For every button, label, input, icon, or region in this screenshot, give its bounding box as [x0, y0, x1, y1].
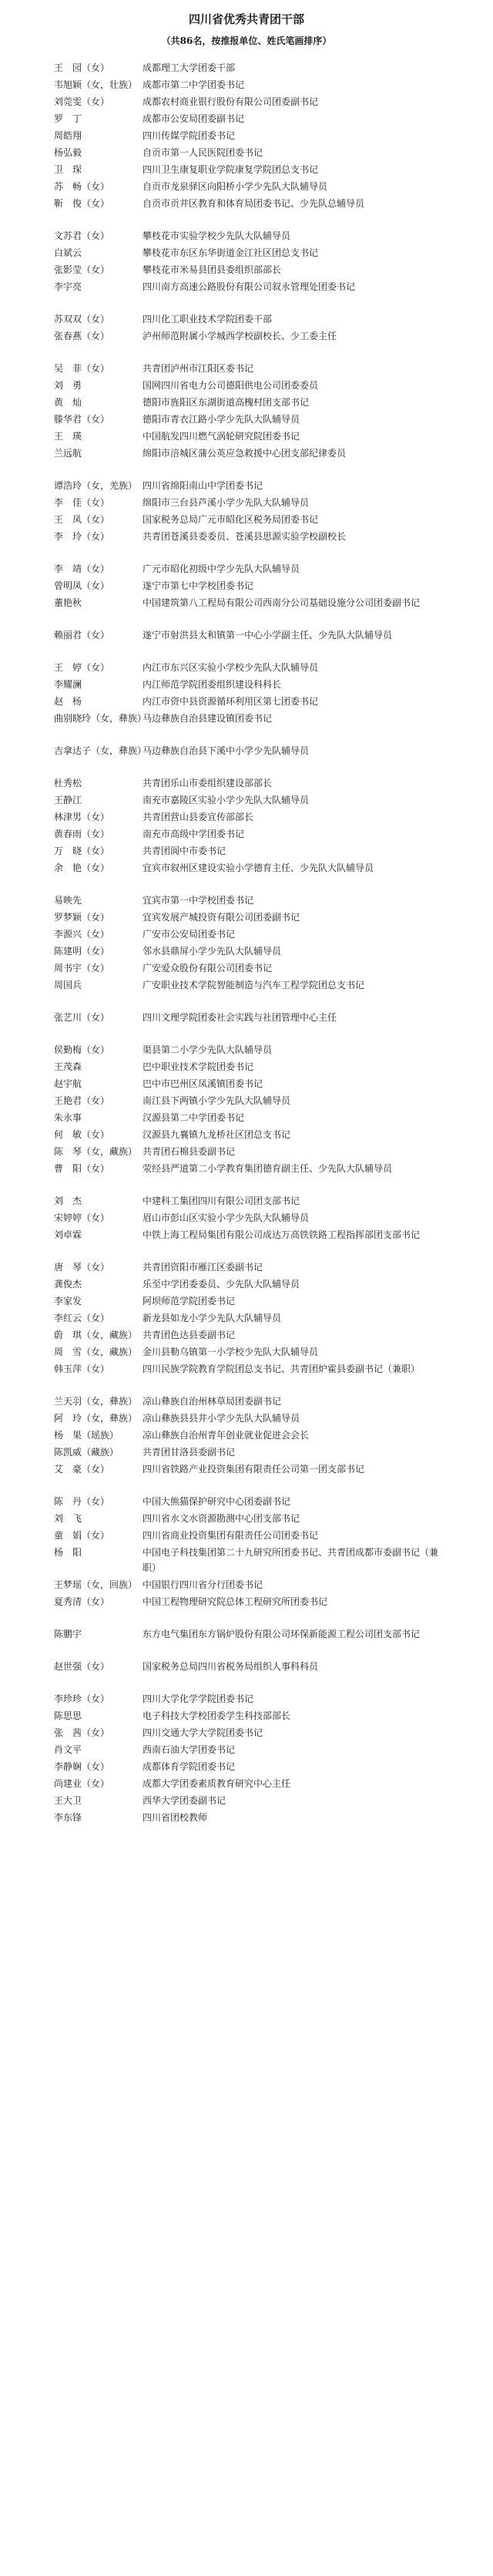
honoree-position: 四川省水文水资源勘测中心团支部书记	[143, 1513, 300, 1524]
honoree-position: 绵阳市三台县芦溪小学少先队大队辅导员	[143, 497, 310, 508]
list-item	[0, 128, 493, 145]
list-item	[0, 279, 493, 311]
honoree-position: 德阳市旌阳区东湖街道高槐村团支部书记	[143, 397, 310, 408]
honoree-name: 文苏君（女）	[54, 230, 110, 241]
list-item	[0, 1444, 493, 1461]
list-item	[0, 860, 493, 893]
list-item	[0, 1759, 493, 1776]
list-item	[0, 595, 493, 627]
list-item	[0, 495, 493, 512]
honoree-name: 苏双双（女）	[54, 314, 110, 325]
honoree-position: 广安市公安局团委书记	[143, 929, 236, 940]
honoree-name: 万 晓（女）	[54, 846, 110, 856]
list-item	[0, 361, 493, 378]
honoree-name: 曲别晓玲（女，彝族）	[54, 713, 147, 724]
list-item	[0, 262, 493, 279]
list-item	[0, 1742, 493, 1759]
honoree-name: 易映先	[54, 895, 82, 906]
honoree-name: 陈 丹（女）	[54, 1496, 110, 1507]
list-item	[0, 1528, 493, 1545]
honoree-name: 韦旭颖（女，壮族）	[54, 79, 138, 90]
honoree-name: 王 园（女）	[54, 62, 110, 73]
honoree-name: 蔚 琪（女，藏族）	[54, 1330, 138, 1340]
honoree-name: 罗 丁	[54, 113, 82, 124]
honoree-position: 共青团石棉县委副书记	[143, 1146, 236, 1157]
honoree-name: 阿 玲（女，彝族）	[54, 1413, 138, 1424]
honoree-position: 广安爱众股份有限公司团委书记	[143, 963, 273, 974]
honoree-name: 王静江	[54, 795, 82, 805]
honoree-position: 马边彝族自治县下溪中小学少先队辅导员	[143, 745, 310, 756]
list-item	[0, 1708, 493, 1725]
honoree-position: 马边彝族自治县建设镇团委书记	[143, 713, 273, 724]
honoree-position: 自贡市贡井区教育和体育局团委书记、少先队总辅导员	[143, 198, 365, 209]
honoree-name: 赵 杨	[54, 696, 82, 707]
honoree-position: 德阳市青衣江路小学少先队大队辅导员	[143, 414, 300, 425]
honoree-name: 王艳君（女）	[54, 1095, 110, 1106]
honoree-position: 成都市公安局团委副书记	[143, 113, 245, 124]
list-item	[0, 1327, 493, 1344]
honoree-name: 陈建明（女）	[54, 946, 110, 957]
list-item	[0, 77, 493, 94]
honoree-name: 陈鹏宇	[54, 1629, 82, 1639]
honoree-name: 王 瑛	[54, 431, 82, 442]
honoree-name: 白斌云	[54, 247, 82, 258]
honoree-position: 四川交通大学大学院团委书记	[143, 1727, 263, 1738]
honoree-name: 王 凤（女）	[54, 514, 110, 525]
list-item	[0, 1259, 493, 1276]
list-item	[0, 1161, 493, 1193]
honoree-name: 兰天羽（女，彝族）	[54, 1396, 138, 1407]
list-item	[0, 977, 493, 1010]
honoree-name: 吉拿达子（女，彝族）	[54, 745, 147, 756]
honoree-position: 中国航发四川燃气涡轮研究院团委书记	[143, 431, 300, 442]
list-item	[0, 1577, 493, 1594]
honoree-position: 遂宁市射洪县太和镇第一中心小学副主任、少先队大队辅导员	[143, 630, 393, 641]
honoree-name: 张影莹（女）	[54, 264, 110, 275]
honoree-name: 龚俊杰	[54, 1279, 82, 1290]
list-item	[0, 311, 493, 328]
honoree-name: 李红云（女）	[54, 1313, 110, 1323]
list-item	[0, 1110, 493, 1127]
honoree-position: 中国建筑第八工程局有限公司西南分公司基础设施分公司团委副书记	[143, 597, 421, 608]
list-item	[0, 1127, 493, 1144]
honoree-position: 金川县勒乌镇第一小学校少先队大队辅导员	[143, 1347, 319, 1357]
honoree-name: 李珍珍（女）	[54, 1693, 110, 1704]
list-item	[0, 179, 493, 196]
list-item	[0, 145, 493, 162]
honoree-position: 中国银行四川省分行团委书记	[143, 1579, 263, 1590]
honoree-position: 成都大学团委素质教育研究中心主任	[143, 1778, 291, 1789]
honoree-name: 黄 灿	[54, 397, 82, 408]
honoree-position: 凉山彝族自治州青年创业就业促进会会长	[143, 1430, 310, 1441]
list-item	[0, 792, 493, 809]
honoree-position: 自贡市龙泉驿区向阳桥小学少先队大队辅导员	[143, 181, 328, 192]
honoree-name: 周 雪（女，藏族）	[54, 1347, 138, 1357]
honoree-name: 尚建业（女）	[54, 1778, 110, 1789]
list-item	[0, 1293, 493, 1310]
honoree-name: 林津男（女）	[54, 812, 110, 822]
honoree-name: 罗梦颖（女）	[54, 912, 110, 923]
honoree-position: 四川省铁路产业投资集团有限责任公司第一团支部书记	[143, 1464, 365, 1475]
honoree-position: 四川传媒学院团委书记	[143, 130, 236, 141]
honoree-name: 李家发	[54, 1296, 82, 1306]
honoree-name: 李东锋	[54, 1812, 82, 1823]
honoree-name: 童 娟（女）	[54, 1530, 110, 1541]
list-item	[0, 1594, 493, 1626]
page-title: 四川省优秀共青团干部	[188, 12, 304, 26]
list-item	[0, 1227, 493, 1259]
honoree-name: 李 佳（女）	[54, 497, 110, 508]
honoree-position: 共青团资阳市雁江区委副书记	[143, 1262, 263, 1273]
list-item	[0, 162, 493, 179]
honoree-position: 国网四川省电力公司德阳供电公司团委委员	[143, 380, 319, 391]
honoree-position: 共青团乐山市委组织建设部部长	[143, 778, 273, 789]
honoree-position: 攀枝花市实验学校少先队大队辅导员	[143, 230, 291, 241]
honoree-name: 李 玲（女）	[54, 531, 110, 542]
honoree-name: 周书宇（女）	[54, 963, 110, 974]
list-item	[0, 1776, 493, 1793]
list-item	[0, 743, 493, 775]
list-item	[0, 111, 493, 128]
honoree-position: 攀枝花市米易县团县委组织部部长	[143, 264, 282, 275]
honoree-name: 陈凯威（藏族）	[54, 1447, 119, 1458]
list-item	[0, 1511, 493, 1528]
list-item	[0, 1626, 493, 1659]
honoree-name: 艾 豪（女）	[54, 1464, 110, 1475]
list-item	[0, 826, 493, 843]
list-item	[0, 1691, 493, 1708]
honoree-name: 周国兵	[54, 980, 82, 990]
list-item	[0, 775, 493, 792]
list-item	[0, 893, 493, 910]
honoree-position: 巴中职业技术学院团委书记	[143, 1061, 254, 1072]
honoree-name: 王梦瑶（女，回族）	[54, 1579, 138, 1590]
list-item	[0, 196, 493, 228]
honoree-position: 内江师范学院团委组织建设科科长	[143, 679, 282, 690]
honoree-name: 王大卫	[54, 1795, 82, 1806]
list-item	[0, 1010, 493, 1042]
list-item	[0, 694, 493, 711]
honoree-name: 王茂森	[54, 1061, 82, 1072]
honoree-name: 曾明凤（女）	[54, 580, 110, 591]
list-item	[0, 1093, 493, 1110]
honoree-position: 广元市昭化初级中学少先队大队辅导员	[143, 563, 300, 574]
honoree-name: 赵宇航	[54, 1078, 82, 1089]
list-item	[0, 395, 493, 412]
list-item	[0, 1059, 493, 1076]
list-item	[0, 910, 493, 926]
honoree-position: 荥经县严道第二小学教育集团德育副主任、少先队大队辅导员	[143, 1163, 393, 1174]
honoree-position: 国家税务总局广元市昭化区税务局团委书记	[143, 514, 319, 525]
list-item	[0, 1042, 493, 1059]
honoree-name: 侯勤梅（女）	[54, 1044, 110, 1055]
honoree-name: 刘 勇	[54, 380, 82, 391]
honoree-position: 四川省商业投资集团有限责任公司团委书记	[143, 1530, 319, 1541]
honoree-name: 李静娴（女）	[54, 1761, 110, 1772]
honoree-name: 黄春雨（女）	[54, 829, 110, 839]
list-item	[0, 1461, 493, 1494]
list-item	[0, 1310, 493, 1327]
honoree-position: 四川南方高速公路股份有限公司叙永管理处团委书记	[143, 281, 356, 292]
list-item	[0, 94, 493, 111]
honoree-position: 凉山彝族自治州林草局团委副书记	[143, 1396, 282, 1407]
honoree-name: 杜秀松	[54, 778, 82, 789]
list-item	[0, 1276, 493, 1293]
honoree-name: 靳 俊（女）	[54, 198, 110, 209]
honoree-position: 阿坝师范学院团委书记	[143, 1296, 236, 1306]
honoree-position: 四川省团校教师	[143, 1812, 208, 1823]
list-item	[0, 429, 493, 446]
honoree-position: 自贡市第一人民医院团委书记	[143, 147, 263, 158]
honoree-name: 苏 畅（女）	[54, 181, 110, 192]
honoree-name: 刘卓霖	[54, 1229, 82, 1240]
list-item	[0, 328, 493, 361]
honoree-name: 吴 菲（女）	[54, 363, 110, 374]
honoree-position: 眉山市彭山区实验小学少先队大队辅导员	[143, 1212, 310, 1223]
honoree-name: 唐 琴（女）	[54, 1262, 110, 1273]
list-item	[0, 1076, 493, 1093]
honoree-name: 曹 阳（女）	[54, 1163, 110, 1174]
honoree-name: 李源兴（女）	[54, 929, 110, 940]
honoree-position: 遂宁市第七中学校团委书记	[143, 580, 254, 591]
list-item	[0, 1545, 493, 1577]
list-item	[0, 1725, 493, 1742]
list-item	[0, 60, 493, 77]
honoree-position: 中国电子科技集团第二十九研究所团委书记、共青团成都市委副书记（兼职）	[143, 1547, 439, 1573]
list-item	[0, 960, 493, 977]
honoree-name: 赵世强（女）	[54, 1661, 110, 1672]
honoree-name: 余 艳（女）	[54, 863, 110, 873]
honoree-name: 周皓翔	[54, 130, 82, 141]
page-subtitle: （共86名，按推报单位、姓氏笔画排序）	[161, 35, 332, 46]
honoree-name: 杨 果（瑶族）	[54, 1430, 119, 1441]
list-item	[0, 1144, 493, 1161]
honoree-position: 四川卫生康复职业学院康复学院团总支书记	[143, 164, 319, 175]
honoree-position: 共青团甘洛县委副书记	[143, 1447, 236, 1458]
honoree-position: 国家税务总局四川省税务局组织人事科科员	[143, 1661, 319, 1672]
honoree-position: 攀枝花市东区东华街道金江社区团总支书记	[143, 247, 319, 258]
honoree-list	[0, 60, 493, 1827]
honoree-position: 共青团阆中市委书记	[143, 846, 226, 856]
honoree-position: 中建科工集团四川有限公司团支部书记	[143, 1196, 300, 1206]
list-item	[0, 478, 493, 495]
honoree-position: 内江市东兴区实验小学校少先队大队辅导员	[143, 662, 319, 673]
list-item	[0, 843, 493, 860]
honoree-position: 西华大学团委副书记	[143, 1795, 226, 1806]
honoree-position: 绵阳市涪城区蒲公英应急救援中心团支部纪律委员	[143, 448, 347, 459]
honoree-name: 滕华君（女）	[54, 414, 110, 425]
honoree-position: 广安职业技术学院智能制造与汽车工程学院团总支书记	[143, 980, 365, 990]
list-item	[0, 943, 493, 960]
list-item	[0, 677, 493, 694]
honoree-position: 电子科技大学校团委学生科技部部长	[143, 1710, 291, 1721]
honoree-name: 谭浩玲（女，羌族）	[54, 480, 138, 491]
list-item	[0, 561, 493, 578]
honoree-name: 李耀澜	[54, 679, 82, 690]
honoree-position: 南充市高级中学团委书记	[143, 829, 245, 839]
honoree-position: 南江县下两镇小学少先队大队辅导员	[143, 1095, 291, 1106]
honoree-name: 陈 琴（女，藏族）	[54, 1146, 138, 1157]
honoree-name: 李 靖（女）	[54, 563, 110, 574]
honoree-position: 中国工程物理研究院总体工程研究所团委书记	[143, 1596, 328, 1607]
list-item	[0, 1659, 493, 1691]
list-item	[0, 228, 493, 245]
list-item	[0, 1494, 493, 1511]
honoree-position: 西南石油大学团委书记	[143, 1744, 236, 1755]
list-item	[0, 529, 493, 561]
list-item	[0, 378, 493, 395]
list-item	[0, 245, 493, 262]
list-item	[0, 412, 493, 429]
list-item	[0, 1793, 493, 1810]
honoree-name: 陈思思	[54, 1710, 82, 1721]
honoree-position: 乐至中学团委委员、少先队大队辅导员	[143, 1279, 300, 1290]
honoree-position: 宜宾市第一中学校团委书记	[143, 895, 254, 906]
honoree-name: 肖文平	[54, 1744, 82, 1755]
honoree-position: 邻水县鼎屏小学少先队大队辅导员	[143, 946, 282, 957]
honoree-name: 杨弘毅	[54, 147, 82, 158]
list-item	[0, 1210, 493, 1227]
honoree-position: 凉山彝族县县井小学少先队大队辅导员	[143, 1413, 300, 1424]
honoree-position: 成都理工大学团委干部	[143, 62, 236, 73]
honoree-position: 成都市第二中学团委书记	[143, 79, 245, 90]
honoree-position: 共青团苍溪县委委员、苍溪县思源实验学校副校长	[143, 531, 347, 542]
list-item	[0, 578, 493, 595]
honoree-position: 南充市嘉陵区实验小学少先队大队辅导员	[143, 795, 310, 805]
honoree-position: 四川文理学院团委社会实践与社团管理中心主任	[143, 1012, 337, 1023]
honoree-position: 巴中市巴州区凤溪镇团委书记	[143, 1078, 263, 1089]
honoree-name: 董艳秋	[54, 597, 82, 608]
honoree-name: 卫 琛	[54, 164, 82, 175]
honoree-name: 宋婷婷（女）	[54, 1212, 110, 1223]
honoree-position: 中铁上海工程局集团有限公司成达万高铁铁路工程指挥部团支部书记	[143, 1229, 421, 1240]
honoree-position: 汉源县第二中学团委书记	[143, 1112, 245, 1123]
honoree-position: 泸州师范附属小学城西学校副校长、少工委主任	[143, 331, 337, 341]
list-item	[0, 1193, 493, 1210]
honoree-position: 四川化工职业技术学院团委干部	[143, 314, 273, 325]
list-item	[0, 1361, 493, 1394]
list-item	[0, 711, 493, 743]
honoree-position: 宜宾发展产城投资有限公司团委副书记	[143, 912, 300, 923]
honoree-position: 共青团色达县委副书记	[143, 1330, 236, 1340]
honoree-name: 刘 飞	[54, 1513, 82, 1524]
list-item	[0, 1394, 493, 1411]
honoree-position: 四川大学化学学院团委书记	[143, 1693, 254, 1704]
honoree-position: 东方电气集团东方锅炉股份有限公司环保新能源工程公司团支部书记	[143, 1629, 421, 1639]
honoree-name: 张艺川（女）	[54, 1012, 110, 1023]
honoree-name: 刘莞雯（女）	[54, 96, 110, 107]
honoree-position: 中国大熊猫保护研究中心团委副书记	[143, 1496, 291, 1507]
honoree-name: 朱永事	[54, 1112, 82, 1123]
honoree-name: 夏秀清（女）	[54, 1596, 110, 1607]
honoree-name: 王 婷（女）	[54, 662, 110, 673]
honoree-position: 共青团营山县委宣传部部长	[143, 812, 254, 822]
honoree-position: 四川省绵阳南山中学团委书记	[143, 480, 263, 491]
list-item	[0, 1411, 493, 1428]
honoree-name: 杨 阳	[54, 1547, 82, 1558]
honoree-position: 渠县第二小学少先队大队辅导员	[143, 1044, 273, 1055]
honoree-position: 汉源县九襄镇九龙桥社区团总支书记	[143, 1129, 291, 1140]
list-item	[0, 809, 493, 826]
list-item	[0, 1810, 493, 1827]
list-item	[0, 1428, 493, 1444]
list-item	[0, 660, 493, 677]
honoree-name: 刘 杰	[54, 1196, 82, 1206]
honoree-position: 成都农村商业银行股份有限公司团委副书记	[143, 96, 319, 107]
honoree-name: 张春燕（女）	[54, 331, 110, 341]
honoree-position: 成都体育学院团委书记	[143, 1761, 236, 1772]
list-item	[0, 627, 493, 660]
list-item	[0, 926, 493, 943]
honoree-position: 宜宾市叙州区建设实验小学德育主任、少先队大队辅导员	[143, 863, 374, 873]
honoree-position: 共青团泸州市江阳区委书记	[143, 363, 254, 374]
list-item	[0, 512, 493, 529]
honoree-name: 赖丽君（女）	[54, 630, 110, 641]
honoree-position: 内江市资中县资源循环利用区第七团委书记	[143, 696, 319, 707]
honoree-name: 韩玉萍（女）	[54, 1364, 110, 1374]
list-item	[0, 446, 493, 478]
honoree-name: 何 敏（女）	[54, 1129, 110, 1140]
honoree-name: 张 茜（女）	[54, 1727, 110, 1738]
honoree-name: 李宇亮	[54, 281, 82, 292]
honoree-name: 兰远航	[54, 448, 82, 459]
honoree-position: 四川民族学院教育学院团总支书记、共青团炉霍县委副书记（兼职）	[143, 1364, 421, 1374]
list-item	[0, 1344, 493, 1361]
honoree-position: 新龙县如龙小学少先队大队辅导员	[143, 1313, 282, 1323]
